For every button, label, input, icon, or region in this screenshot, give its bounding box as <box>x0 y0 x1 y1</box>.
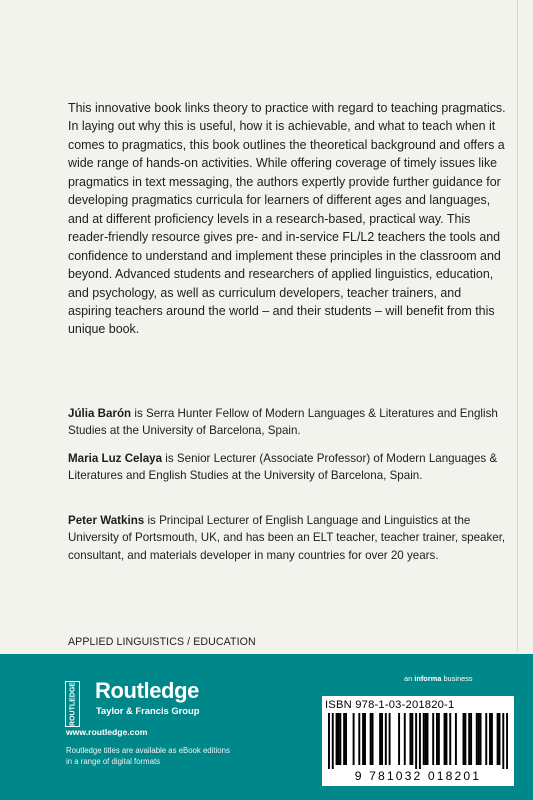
publisher-url[interactable]: www.routledge.com <box>66 727 148 737</box>
informa-brand: informa <box>414 674 442 683</box>
barcode-bar <box>436 713 438 765</box>
barcode-bar <box>444 713 446 765</box>
author-name: Júlia Barón <box>68 407 132 420</box>
author-bio-2 <box>68 450 508 485</box>
barcode-bar <box>455 713 457 765</box>
author-description: is Principal Lecturer of English Language and Linguistics at the University of Portsmouth, UK, and has been an ELT teacher, teacher trainer, speaker, consultant, and materials developer in many countries for over 20 years. <box>68 514 506 562</box>
author-name: Peter Watkins <box>68 514 145 527</box>
barcode-bar <box>411 713 413 765</box>
barcode-bar <box>337 713 339 765</box>
informa-prefix: an <box>404 674 415 683</box>
author-bio-1 <box>68 405 508 440</box>
barcode-bar <box>398 713 400 765</box>
barcode-bar <box>427 713 429 765</box>
barcode-bar <box>379 713 381 765</box>
publisher-group: Taylor & Francis Group <box>96 705 200 716</box>
barcode-bar <box>485 713 487 765</box>
author-bio-3 <box>68 512 508 564</box>
barcode-bar <box>404 713 406 765</box>
barcode-bar <box>489 713 491 765</box>
barcode-bar <box>389 713 391 765</box>
barcode-bar <box>464 713 466 765</box>
barcode-bar <box>358 713 360 765</box>
barcode-bar <box>336 713 338 765</box>
barcode-bar <box>372 713 374 765</box>
barcode-bar <box>502 713 504 769</box>
barcode-bar <box>499 713 501 765</box>
barcode-bar <box>345 713 347 765</box>
barcode-bar <box>353 713 355 765</box>
publisher-footer <box>0 654 533 800</box>
routledge-badge-icon <box>65 681 80 727</box>
informa-business-tag <box>404 674 473 683</box>
barcode-bar <box>491 713 493 765</box>
subject-category: APPLIED LINGUISTICS / EDUCATION <box>68 636 256 648</box>
barcode-bar <box>343 713 345 765</box>
barcode-bar <box>362 713 364 765</box>
isbn-label: ISBN 978-1-03-201820-1 <box>325 699 455 711</box>
barcode-bar <box>506 713 508 769</box>
barcode-bar <box>339 713 341 765</box>
barcode-bar <box>438 713 440 765</box>
barcode-bar <box>385 713 387 765</box>
barcode-bar <box>332 713 334 769</box>
svg-text:ROUTLEDGE: ROUTLEDGE <box>69 682 77 726</box>
barcode-bar <box>423 713 425 765</box>
barcode-bar <box>478 713 480 765</box>
barcode-bar <box>480 713 482 765</box>
isbn-barcode <box>322 696 514 786</box>
barcode-bar <box>425 713 427 765</box>
author-description: is Serra Hunter Fellow of Modern Languages & Literatures and English Studies at the University of Barcelona, Spain. <box>68 407 498 438</box>
barcode-bar <box>415 713 417 769</box>
ebook-note <box>66 745 230 767</box>
barcode-bar <box>497 713 499 765</box>
author-name: Maria Luz Celaya <box>68 452 163 465</box>
barcode-bar <box>364 713 366 765</box>
barcode-icon <box>328 713 508 769</box>
page-edge-line <box>517 0 518 651</box>
barcode-bar <box>432 713 434 765</box>
author-description: is Senior Lecturer (Associate Professor) of Modern Languages & Literatures and English Studies at the University of Barcelona, Spain. <box>68 452 498 483</box>
barcode-bar <box>476 713 478 765</box>
barcode-bar <box>419 713 421 769</box>
barcode-bar <box>370 713 372 765</box>
barcode-bar <box>381 713 383 765</box>
barcode-bar <box>468 713 470 765</box>
barcode-bar <box>409 713 411 765</box>
informa-suffix: business <box>441 674 473 683</box>
barcode-bar <box>328 713 330 769</box>
barcode-bar <box>445 713 447 765</box>
book-description: This innovative book links theory to practice with regard to teaching pragmatics. In laying out why this is useful, how it is achievable, and what to teach when it comes to pragmatics, this book outlines the theoretical background and offers a wide range of hands-on activities. While offering coverage of timely issues like pragmatics in text messaging, the authors expertly provide further guidance for developing pragmatics curricula for learners of different ages and languages, and at different proficiency levels in a research-based, practical way. This reader-friendly resource gives pre- and in-service FL/L2 teachers the tools and confidence to understand and implement these principles in the classroom and beyond. Advanced students and researchers of applied linguistics, education, and psychology, as well as curriculum developers, teacher trainers, and aspiring teachers around the world – and their students – will benefit from this unique book. <box>68 101 506 337</box>
barcode-bar <box>463 713 465 765</box>
ebook-note-line: in a range of digital formats <box>66 757 161 767</box>
publisher-name: Routledge <box>95 678 199 703</box>
barcode-bar <box>470 713 472 765</box>
barcode-digits: 9 781032 018201 <box>354 769 482 783</box>
ebook-note-line: Routledge titles are available as eBook editions <box>66 746 230 755</box>
barcode-bar <box>449 713 451 765</box>
